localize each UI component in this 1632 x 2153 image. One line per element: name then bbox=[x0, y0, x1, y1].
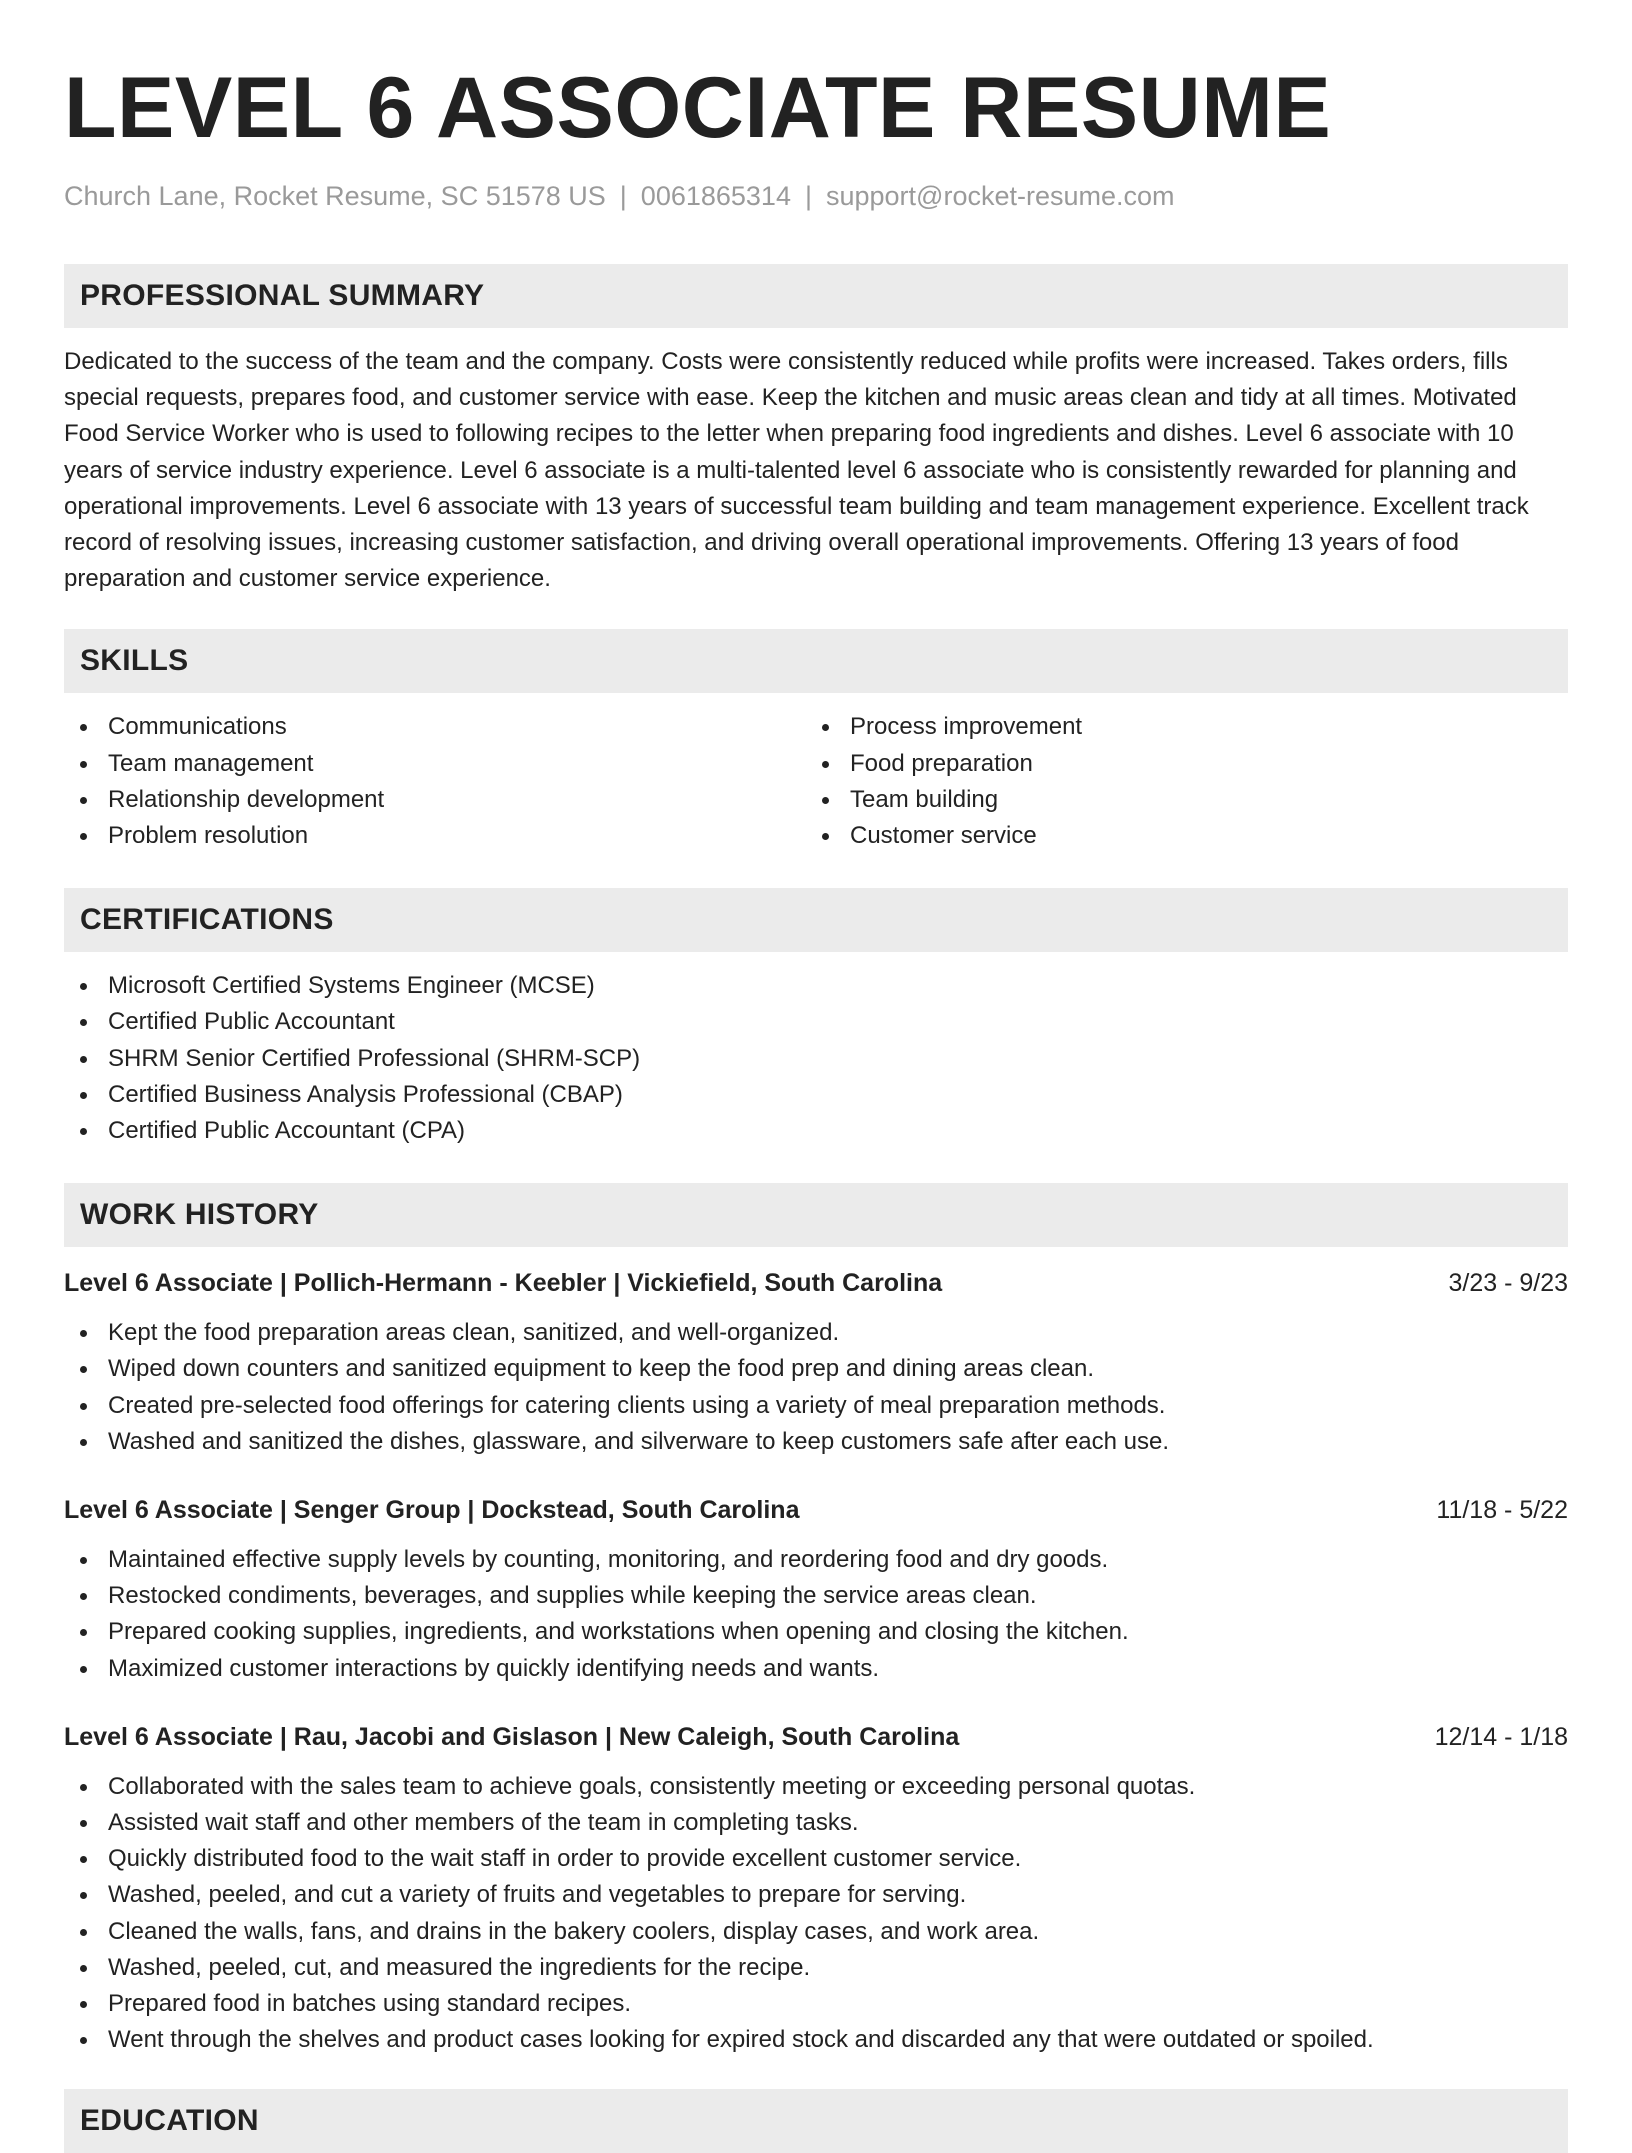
contact-separator: | bbox=[619, 181, 627, 211]
job-duties bbox=[64, 1315, 1568, 1460]
skills-list bbox=[64, 709, 1568, 854]
resume-title: LEVEL 6 ASSOCIATE RESUME bbox=[64, 60, 1332, 156]
job-entry bbox=[64, 1265, 1568, 1460]
contact-phone: 0061865314 bbox=[640, 181, 791, 211]
contact-line bbox=[64, 178, 1568, 214]
job-duty: Restocked condiments, beverages, and supplies while keeping the service areas clean. bbox=[64, 1578, 1568, 1614]
job-title: Level 6 Associate | Rau, Jacobi and Gislason | New Caleigh, South Carolina bbox=[64, 1722, 960, 1751]
certification-item: Certified Business Analysis Professional (CBAP) bbox=[64, 1077, 1568, 1113]
job-duty: Quickly distributed food to the wait staff in order to provide excellent customer service. bbox=[64, 1841, 1568, 1877]
certifications-heading: CERTIFICATIONS bbox=[64, 888, 1568, 952]
resume-page bbox=[64, 0, 1568, 2137]
skill-item: Relationship development bbox=[64, 782, 806, 818]
summary-text: Dedicated to the success of the team and the company. Costs were consistently reduced while profits were increased. Takes orders, fills special requests, prepares food, and customer service with ease. Keep the kitchen and music areas clean and tidy at all times. Motivated Food Service Worker who is used to following recipes to the letter when preparing food ingredients and dishes. Level 6 associate with 10 years of service industry experience. Level 6 associate is a multi-talented level 6 associate who is consistently rewarded for planning and operational improvements. Level 6 associate with 13 years of successful team building and team management experience. Excellent track record of resolving issues, increasing customer satisfaction, and driving overall operational improvements. Offering 13 years of food preparation and customer service experience. bbox=[64, 348, 1529, 593]
job-duty: Kept the food preparation areas clean, sanitized, and well-organized. bbox=[64, 1315, 1568, 1351]
job-duty: Prepared cooking supplies, ingredients, and workstations when opening and closing the kitchen. bbox=[64, 1614, 1568, 1650]
job-entry bbox=[64, 1719, 1568, 2059]
job-header bbox=[64, 1719, 1568, 1755]
certification-item: SHRM Senior Certified Professional (SHRM-SCP) bbox=[64, 1041, 1568, 1077]
certification-item: Certified Public Accountant (CPA) bbox=[64, 1113, 1568, 1149]
job-dates: 12/14 - 1/18 bbox=[1434, 1722, 1568, 1751]
skill-item: Team building bbox=[806, 782, 1548, 818]
skill-item: Team management bbox=[64, 746, 806, 782]
job-duties bbox=[64, 1769, 1568, 2059]
job-header bbox=[64, 1265, 1568, 1301]
certification-item: Certified Public Accountant bbox=[64, 1004, 1568, 1040]
skill-item: Problem resolution bbox=[64, 818, 806, 854]
work-history-heading: WORK HISTORY bbox=[64, 1183, 1568, 1247]
job-title: Level 6 Associate | Senger Group | Dockstead, South Carolina bbox=[64, 1496, 800, 1525]
skills-column-right bbox=[806, 709, 1548, 854]
education-heading: EDUCATION bbox=[64, 2089, 1568, 2153]
job-duty: Prepared food in batches using standard recipes. bbox=[64, 1986, 1568, 2022]
job-duty: Maintained effective supply levels by counting, monitoring, and reordering food and dry goods. bbox=[64, 1542, 1568, 1578]
job-dates: 3/23 - 9/23 bbox=[1448, 1269, 1568, 1298]
job-duty: Washed, peeled, cut, and measured the ingredients for the recipe. bbox=[64, 1950, 1568, 1986]
job-duty: Cleaned the walls, fans, and drains in the bakery coolers, display cases, and work area. bbox=[64, 1914, 1568, 1950]
job-title: Level 6 Associate | Pollich-Hermann - Keebler | Vickiefield, South Carolina bbox=[64, 1269, 943, 1298]
skill-item: Food preparation bbox=[806, 746, 1548, 782]
job-duty: Washed, peeled, and cut a variety of fruits and vegetables to prepare for serving. bbox=[64, 1877, 1568, 1913]
job-duty: Maximized customer interactions by quickly identifying needs and wants. bbox=[64, 1651, 1568, 1687]
job-header bbox=[64, 1492, 1568, 1528]
job-duties bbox=[64, 1542, 1568, 1687]
skill-item: Process improvement bbox=[806, 709, 1548, 745]
contact-address: Church Lane, Rocket Resume, SC 51578 US bbox=[64, 181, 606, 211]
contact-separator: | bbox=[804, 181, 812, 211]
skills-column-left bbox=[64, 709, 806, 854]
certification-item: Microsoft Certified Systems Engineer (MCSE) bbox=[64, 968, 1568, 1004]
skill-item: Communications bbox=[64, 709, 806, 745]
skill-item: Customer service bbox=[806, 818, 1548, 854]
job-duty: Washed and sanitized the dishes, glassware, and silverware to keep customers safe after each use. bbox=[64, 1424, 1568, 1460]
contact-email[interactable]: support@rocket-resume.com bbox=[825, 181, 1175, 211]
job-duty: Created pre-selected food offerings for catering clients using a variety of meal preparation methods. bbox=[64, 1388, 1568, 1424]
summary-heading: PROFESSIONAL SUMMARY bbox=[64, 264, 1568, 328]
job-duty: Wiped down counters and sanitized equipment to keep the food prep and dining areas clean. bbox=[64, 1351, 1568, 1387]
job-duty: Collaborated with the sales team to achieve goals, consistently meeting or exceeding personal quotas. bbox=[64, 1769, 1568, 1805]
certifications-list bbox=[64, 968, 1568, 1149]
skills-heading: SKILLS bbox=[64, 629, 1568, 693]
job-entry bbox=[64, 1492, 1568, 1687]
job-duty: Went through the shelves and product cases looking for expired stock and discarded any that were outdated or spoiled. bbox=[64, 2022, 1568, 2058]
job-dates: 11/18 - 5/22 bbox=[1436, 1496, 1568, 1525]
job-duty: Assisted wait staff and other members of the team in completing tasks. bbox=[64, 1805, 1568, 1841]
